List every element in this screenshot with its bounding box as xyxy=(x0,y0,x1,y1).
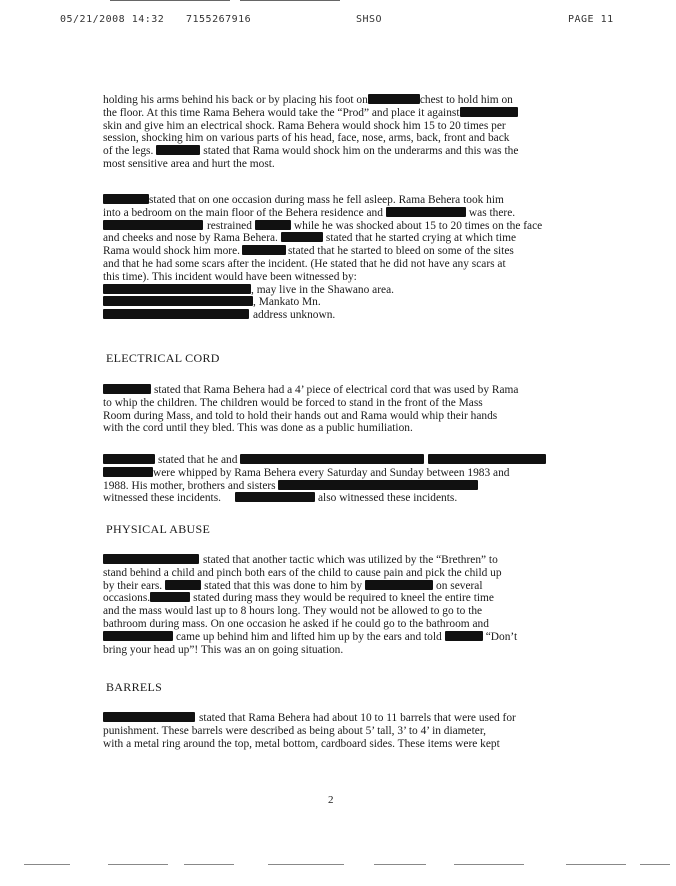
text-line: stated that Rama Behera had about 10 to 11 barrels that were used for xyxy=(199,712,516,724)
page-number: 2 xyxy=(328,794,334,806)
text-line: by their ears. xyxy=(103,579,163,592)
heading-barrels: BARRELS xyxy=(106,680,163,694)
text-line: and cheeks and nose by Rama Behera. xyxy=(103,232,278,245)
scan-artifact xyxy=(454,864,524,865)
fax-page-label: PAGE 11 xyxy=(568,14,614,25)
text-line: stated that Rama would shock him on the underarms and this was the xyxy=(203,145,519,158)
text-line: session, shocking him on various parts of his head, face, nose, arms, back, front and back xyxy=(103,132,510,145)
text-line: the floor. At this time Rama Behera would take the “Prod” and place it against xyxy=(103,106,460,119)
redaction xyxy=(165,580,201,590)
redaction xyxy=(460,107,518,117)
redaction xyxy=(150,592,190,602)
text-line: stated that another tactic which was utilized by the “Brethren” to xyxy=(203,554,498,566)
text-line: stated that Rama Behera had a 4’ piece of electrical cord that was used by Rama xyxy=(154,384,519,396)
text-line: stated that he started crying at which time xyxy=(325,232,517,245)
fax-phone: 7155267916 xyxy=(186,14,252,25)
text-line: address unknown. xyxy=(253,309,336,322)
text-line: and the mass would last up to 8 hours long. They would not be allowed to go to the xyxy=(103,605,483,618)
scan-artifact xyxy=(240,0,340,1)
redaction xyxy=(365,580,433,590)
text-line: most sensitive area and hurt the most. xyxy=(103,157,275,170)
redaction xyxy=(428,454,546,464)
redaction xyxy=(368,94,420,104)
redaction xyxy=(103,631,173,641)
text-line: came up behind him and lifted him up by the ears and told xyxy=(176,630,442,643)
text-line: “Don’t xyxy=(485,630,518,643)
text-line: this time). This incident would have been witnessed by: xyxy=(103,270,357,283)
text-line: , may live in the Shawano area. xyxy=(251,283,394,296)
text-line: stated that he started to bleed on some of the sites xyxy=(287,245,514,258)
paragraph-ear-pinching xyxy=(103,554,581,656)
redaction xyxy=(103,467,153,477)
text-line: Room during Mass, and told to hold their hands out and Rama would whip their hands xyxy=(103,409,498,422)
text-line: with the cord until they bled. This was done as a public humiliation. xyxy=(103,422,413,435)
text-line: witnessed these incidents. xyxy=(103,492,221,505)
redaction xyxy=(278,480,478,490)
redaction xyxy=(156,145,200,155)
text-line: on several xyxy=(436,579,483,592)
text-line: bring your head up”! This was an on going situation. xyxy=(103,643,344,656)
text-line: while he was shocked about 15 to 20 times on the face xyxy=(293,219,543,232)
redaction xyxy=(103,309,249,319)
redaction xyxy=(235,492,315,502)
text-line: Rama would shock him more. xyxy=(103,245,240,258)
text-line: punishment. These barrels were described as being about 5’ tall, 3’ to 4’ in diameter, xyxy=(103,724,487,737)
scan-artifact xyxy=(110,0,230,1)
fax-datetime: 05/21/2008 14:32 xyxy=(60,14,165,25)
scan-artifact xyxy=(108,864,168,865)
text-line: to whip the children. The children would be forced to stand in the front of the Mass xyxy=(103,396,483,409)
paragraph-weekend-whippings xyxy=(103,454,581,505)
text-line: stand behind a child and pinch both ears of the child to cause pain and pick the child up xyxy=(103,566,502,579)
redaction xyxy=(445,631,483,641)
text-line: into a bedroom on the main floor of the Behera residence and xyxy=(103,206,383,219)
redaction xyxy=(103,284,251,294)
text-line: stated that on one occasion during mass he fell asleep. Rama Behera took him xyxy=(149,194,504,206)
paragraph-barrels xyxy=(103,712,581,750)
text-line: , Mankato Mn. xyxy=(253,296,321,309)
text-line: also witnessed these incidents. xyxy=(318,492,458,505)
text-line: stated that this was done to him by xyxy=(204,579,363,592)
scan-artifact xyxy=(268,864,344,865)
scan-artifact xyxy=(640,864,670,865)
text-line: with a metal ring around the top, metal bottom, cardboard sides. These items were kept xyxy=(103,737,500,750)
text-line: stated during mass they would be required to kneel the entire time xyxy=(193,592,494,605)
heading-physical-abuse: PHYSICAL ABUSE xyxy=(106,522,211,536)
heading-electrical-cord: ELECTRICAL CORD xyxy=(106,351,220,365)
text-line: bathroom during mass. On one occasion he asked if he could go to the bathroom and xyxy=(103,617,489,630)
text-line: chest to hold him on xyxy=(419,94,513,106)
redaction xyxy=(103,712,195,722)
redaction xyxy=(103,454,155,464)
redaction xyxy=(255,220,291,230)
redaction xyxy=(103,194,149,204)
fax-sender: SHSO xyxy=(356,14,383,25)
text-line: 1988. His mother, brothers and sisters xyxy=(103,479,276,492)
redaction xyxy=(103,384,151,394)
text-line: restrained xyxy=(207,219,252,232)
text-line: were whipped by Rama Behera every Saturday and Sunday between 1983 and xyxy=(153,466,510,479)
text-line: and that he had some scars after the incident. (He stated that he did not have any scars at xyxy=(103,257,506,270)
text-line: stated that he and xyxy=(158,454,238,466)
text-line: holding his arms behind his back or by placing his foot on xyxy=(103,94,368,106)
paragraph-bedroom-incident xyxy=(103,194,581,322)
text-line: of the legs. xyxy=(103,145,154,158)
scan-artifact xyxy=(374,864,426,865)
scan-artifact xyxy=(24,864,70,865)
text-line: occasions. xyxy=(103,592,151,605)
redaction xyxy=(103,220,203,230)
redaction xyxy=(240,454,424,464)
text-line: skin and give him an electrical shock. Rama Behera would shock him 15 to 20 times per xyxy=(103,119,506,132)
redaction xyxy=(103,296,253,306)
paragraph-prod-shock xyxy=(103,94,581,171)
redaction xyxy=(386,207,466,217)
paragraph-electrical-cord xyxy=(103,384,581,435)
redaction xyxy=(242,245,286,255)
redaction xyxy=(281,232,323,242)
scan-artifact xyxy=(184,864,234,865)
scan-artifact xyxy=(566,864,626,865)
text-line: was there. xyxy=(468,206,516,219)
redaction xyxy=(103,554,199,564)
